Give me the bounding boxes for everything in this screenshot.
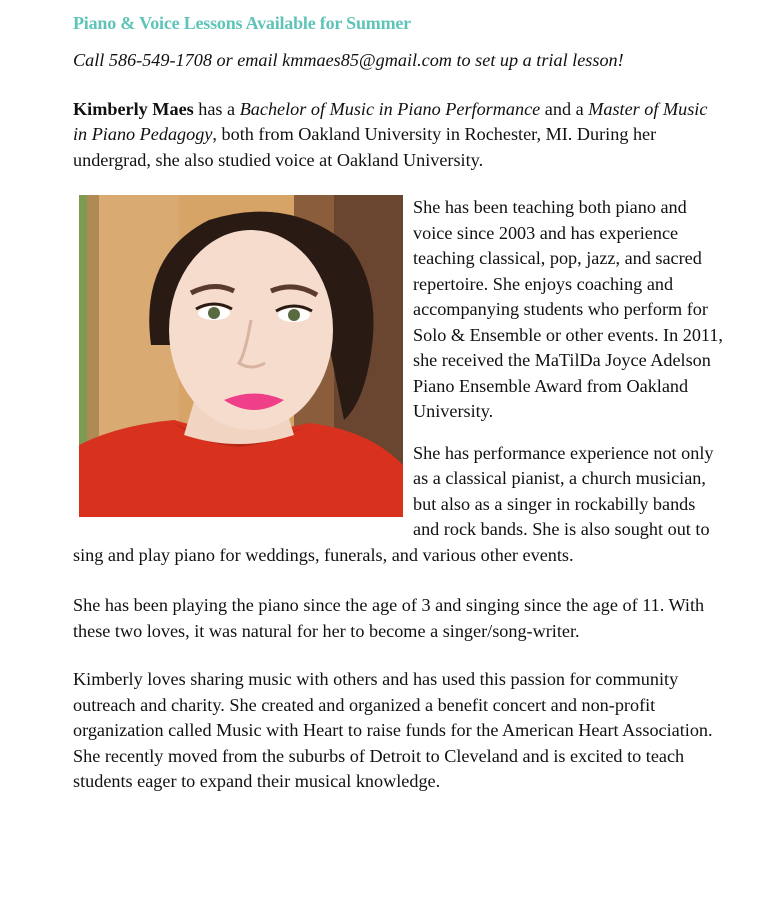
contact-line: Call 586-549-1708 or email kmmaes85@gmail.com to set up a trial lesson! — [73, 50, 624, 70]
intro-text-2: and a — [540, 98, 589, 119]
bio-charity-paragraph: Kimberly loves sharing music with others and has used this passion for community outreach and charity. She created and organized a benefit concert and non-profit organization called Music with Heart to raise funds for the American Heart Association. She recently moved from the suburbs of Detroit to Cleveland and is excited to teach students eager to expand their musical knowledge. — [73, 669, 713, 791]
intro-paragraph — [73, 97, 723, 174]
bio-history-paragraph: She has been playing the piano since the age of 3 and singing since the age of 11. With these two loves, it was natural for her to become a singer/song-writer. — [73, 595, 705, 641]
teacher-name: Kimberly Maes — [73, 98, 194, 119]
bio-block — [73, 195, 723, 568]
bio-teaching-paragraph: She has been teaching both piano and voice since 2003 and has experience teaching classical, pop, jazz, and sacred repertoire. She enjoys coaching and accompanying students who perform for Solo & Ensemble or other events. In 2011, she received the MaTilDa Joyce Adelson Piano Ensemble Award from Oakland University. — [413, 197, 723, 421]
portrait-illustration — [79, 195, 403, 517]
page-heading: Piano & Voice Lessons Available for Summer — [73, 13, 411, 33]
degree-master: Master of Music in Piano Pedagogy — [73, 98, 708, 144]
bio-performance-paragraph: She has performance experience not only as a classical pianist, a church musician, but also as a singer in rockabilly bands and rock bands. She is also sought out to sing and play piano for weddings, funerals, and various other events. — [73, 442, 714, 565]
degree-bachelor: Bachelor of Music in Piano Performance — [239, 98, 541, 119]
intro-text-3: , both from Oakland University in Rochester, MI. During her undergrad, she also studied voice at Oakland University. — [73, 124, 657, 170]
intro-text-1: has a — [193, 98, 240, 119]
portrait-photo — [79, 195, 403, 517]
